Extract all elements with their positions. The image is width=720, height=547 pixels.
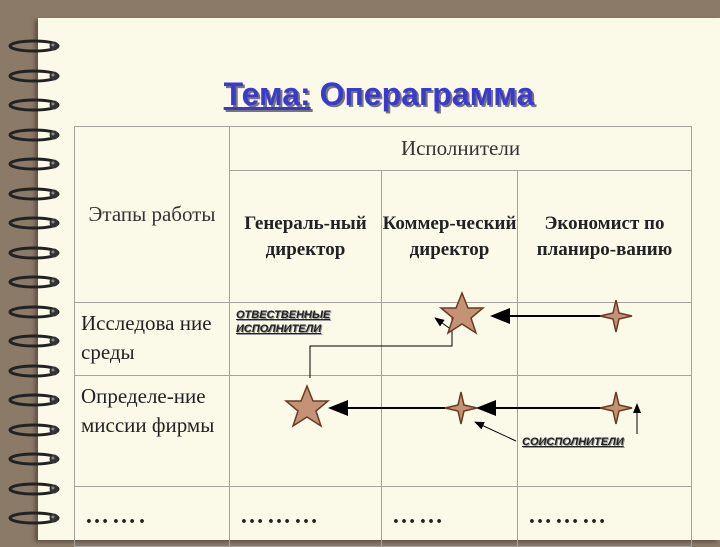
stage-environment-research: Исследова ние среды <box>75 303 230 376</box>
title-prefix: Тема: <box>223 76 311 112</box>
dots-col2: …… <box>382 487 518 547</box>
cell-r2-c1 <box>230 376 382 487</box>
stage-mission-definition: Определе-ние миссии фирмы <box>75 376 230 487</box>
cell-r2-c3 <box>518 376 692 487</box>
stages-header: Этапы работы <box>75 127 230 303</box>
cell-r1-c2 <box>382 303 518 376</box>
title-main: Операграмма <box>319 76 535 112</box>
col-commercial-director: Коммер-ческий директор <box>382 171 518 303</box>
page-title <box>38 76 720 113</box>
dots-col3: ……… <box>518 487 692 547</box>
label-coexecutors: СОИСПОЛНИТЕЛИ <box>522 436 624 448</box>
col-planning-economist: Экономист по планиро-ванию <box>518 171 692 303</box>
operogram-table <box>74 126 692 547</box>
cell-r2-c2 <box>382 376 518 487</box>
col-general-director: Генераль-ный директор <box>230 171 382 303</box>
dots-stage: ……. <box>75 487 230 547</box>
cell-r1-c3 <box>518 303 692 376</box>
dots-col1: ……… <box>230 487 382 547</box>
executors-header: Исполнители <box>230 127 692 171</box>
label-responsible: ОТВЕСТВЕННЫЕ ИСПОЛНИТЕЛИ <box>236 309 331 335</box>
notebook-page <box>38 18 720 540</box>
